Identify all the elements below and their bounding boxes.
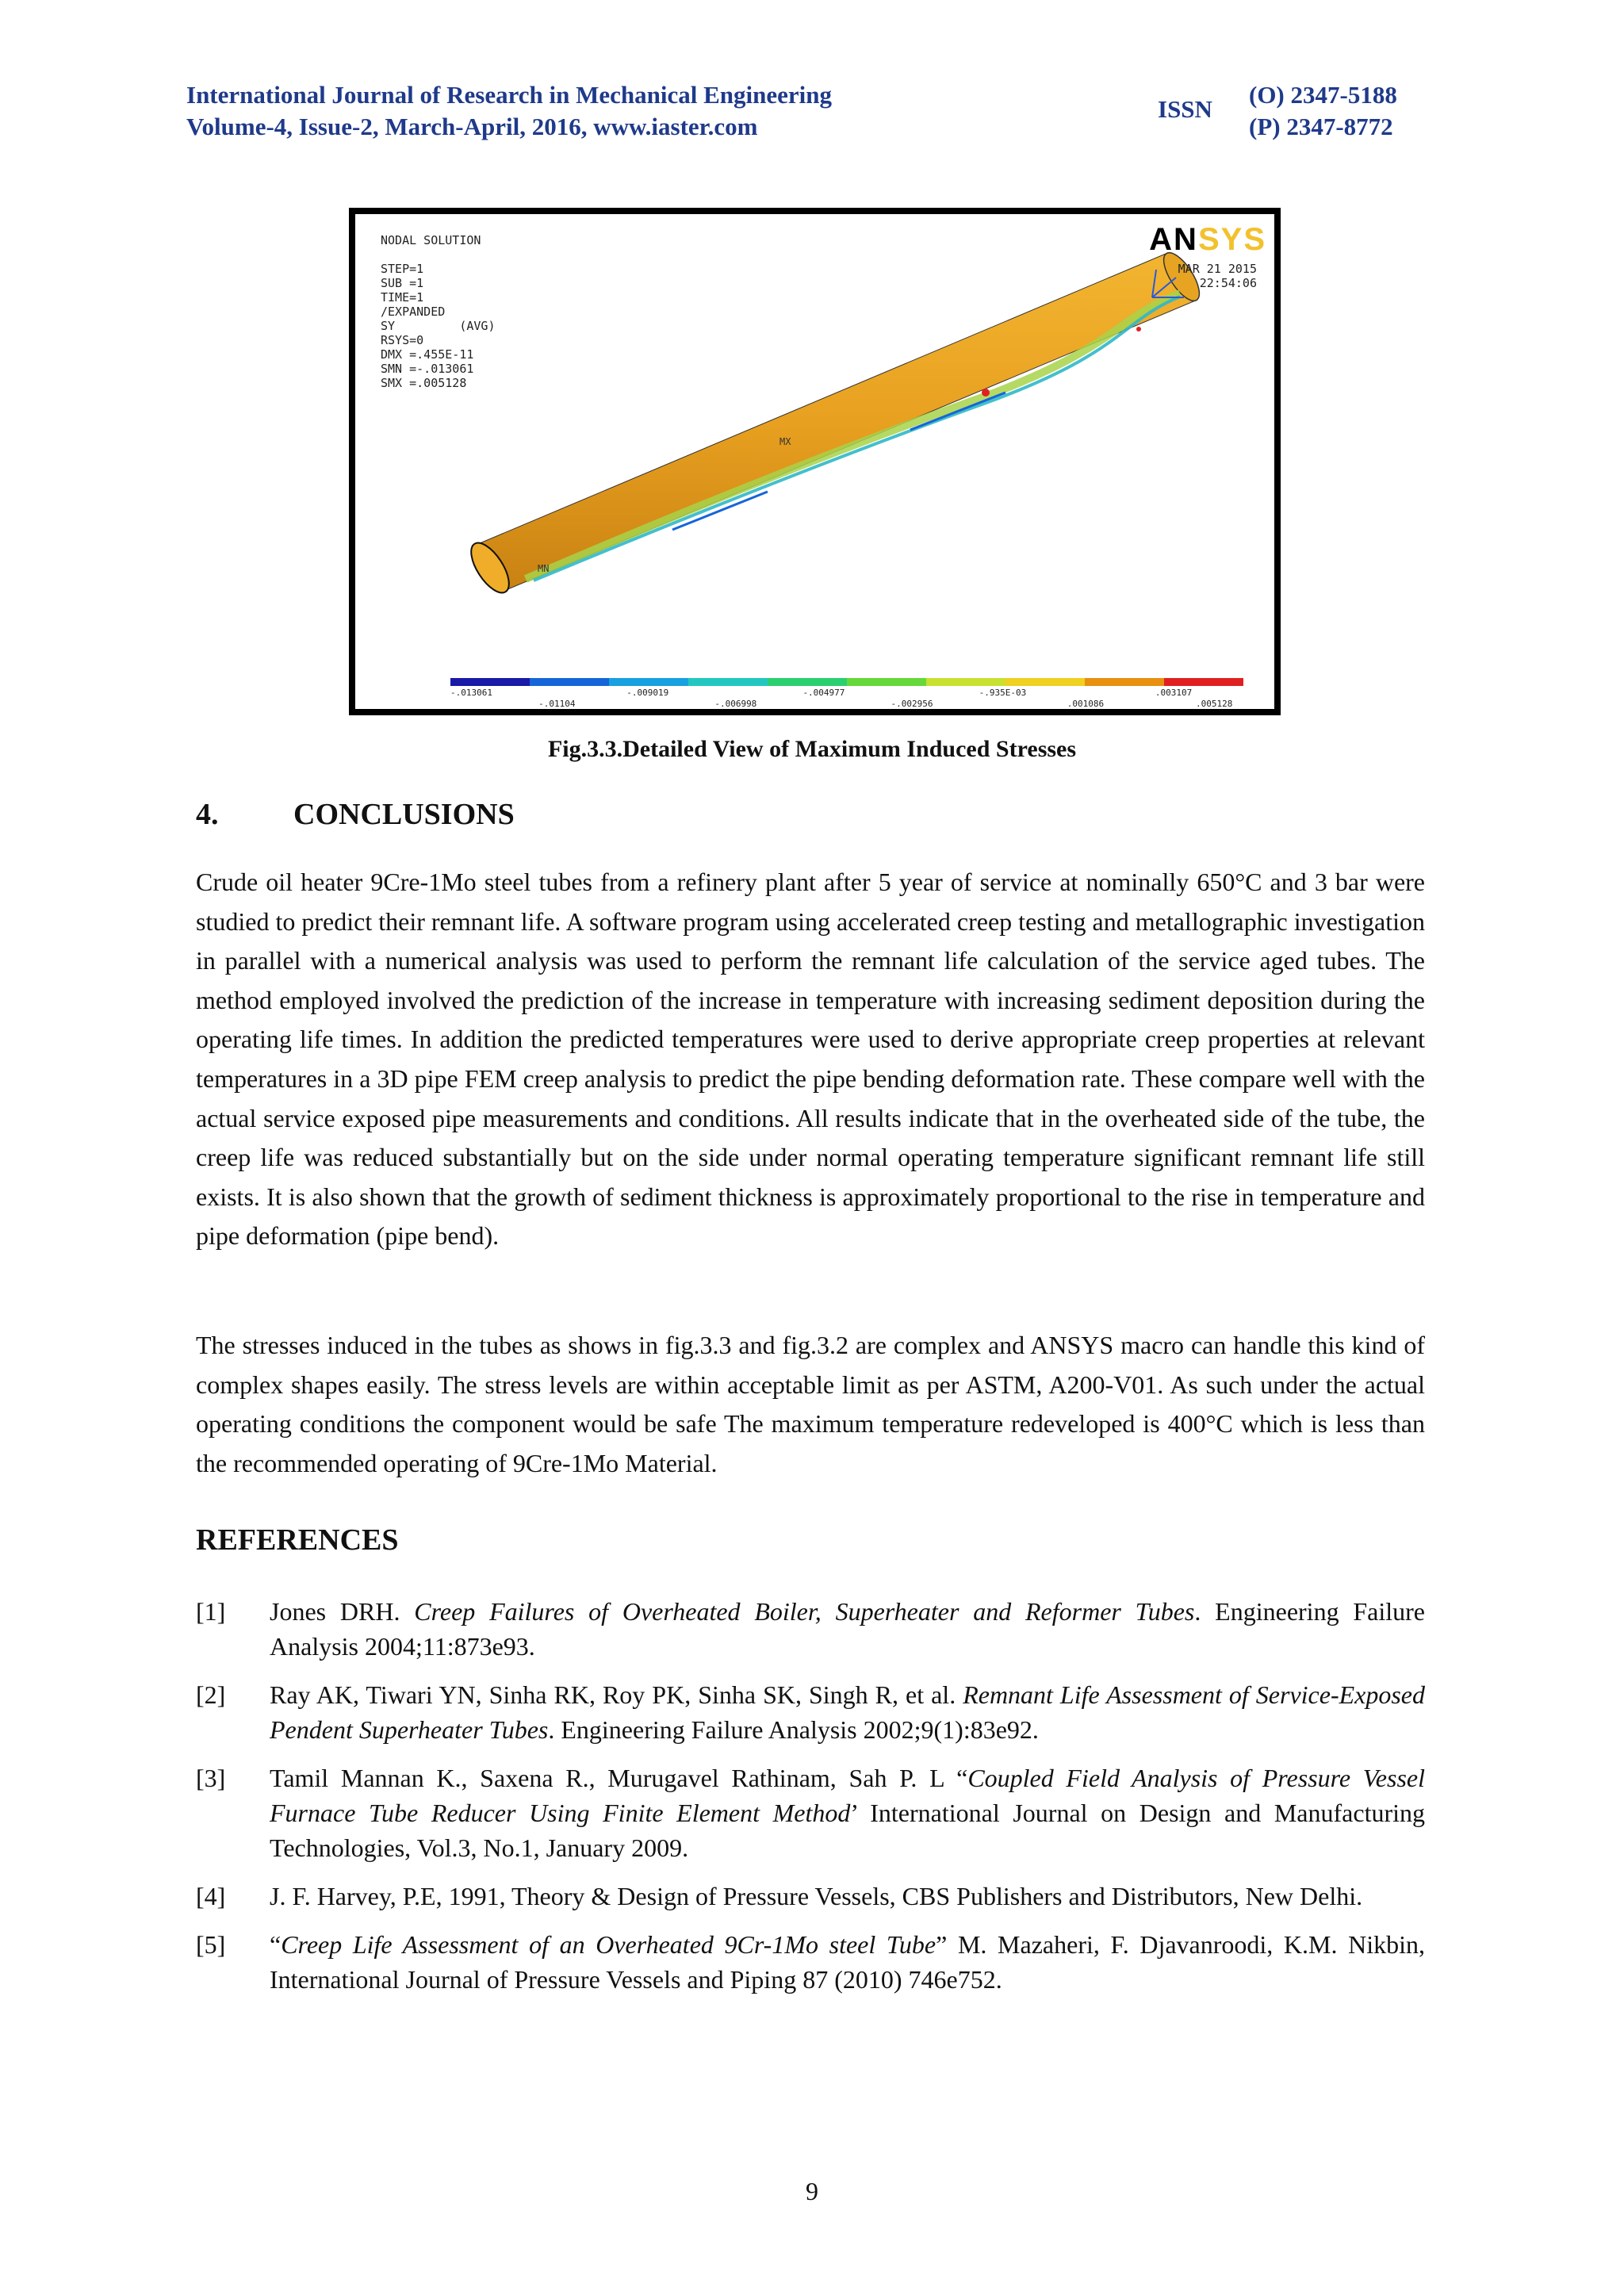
- legend-tick-label: -.009019: [626, 688, 669, 698]
- issn-numbers: [1249, 79, 1397, 143]
- legend-swatch: [926, 678, 1005, 686]
- conclusions-paragraph-2: The stresses induced in the tubes as shows in fig.3.3 and fig.3.2 are complex and ANSYS macro can handle this kind of complex shapes easily. The stress levels are within acceptable limit as per ASTM, A200-V01. As such under the actual operating conditions the component would be safe The maximum temperature redeveloped is 400°C which is less than the recommended operating of 9Cre-1Mo Material.: [196, 1331, 1425, 1477]
- legend-swatch: [609, 678, 688, 686]
- section-title: CONCLUSIONS: [293, 798, 515, 831]
- issn-label: ISSN: [1158, 95, 1212, 123]
- section-number: 4.: [196, 798, 219, 831]
- max-stress-spot-2: [1136, 327, 1141, 331]
- legend-swatch: [1085, 678, 1164, 686]
- reference-number: [1]: [196, 1597, 226, 1626]
- references-heading: REFERENCES: [196, 1523, 399, 1557]
- logo-an: AN: [1149, 222, 1198, 257]
- conclusions-paragraph-1: Crude oil heater 9Cre-1Mo steel tubes from a refinery plant after 5 year of service at nominally 650°C and 3 bar were studied to predict their remnant life. A software program using accelerated creep testing and metallographic investigation in parallel with a numerical analysis was used to perform the remnant life calculation of the service aged tubes. The method employed involved the prediction of the increase in temperature with increasing sediment deposition during the operating life times. In addition the predicted temperatures were used to derive appropriate creep properties at relevant temperatures in a 3D pipe FEM creep analysis to predict the pipe bending deformation rate. These compare well with the actual service exposed pipe measurements and conditions. All results indicate that in the overheated side of the tube, the creep life was reduced substantially but on the side under normal operating temperature significant remnant life still exists. It is also shown that the growth of sediment thickness is approximately proportional to the rise in temperature and pipe deformation (pipe bend).: [196, 868, 1425, 1251]
- reference-text: Tamil Mannan K., Saxena R., Murugavel Rathinam, Sah P. L “Coupled Field Analysis of Pressure Vessel Furnace Tube Reducer Using Finite Element Method’ International Journal on Design and Manufacturing Technologies, Vol.3, No.1, January 2009.: [270, 1764, 1426, 1862]
- legend-swatch: [1005, 678, 1085, 686]
- ansys-viewport: [355, 214, 1274, 709]
- legend-tick-label: -.002956: [891, 699, 933, 709]
- reference-number: [5]: [196, 1930, 226, 1959]
- journal-volume: Volume-4, Issue-2, March-April, 2016, www.iaster.com: [186, 113, 758, 140]
- issn-print: (P) 2347-8772: [1249, 113, 1393, 140]
- legend-tick-label: -.935E-03: [979, 688, 1027, 698]
- legend-swatch: [688, 678, 768, 686]
- legend-swatch: [1164, 678, 1243, 686]
- legend-swatch: [768, 678, 847, 686]
- reference-number: [4]: [196, 1882, 226, 1910]
- legend-tick-label: -.013061: [450, 688, 492, 698]
- contour-legend: [450, 678, 1243, 709]
- reference-item: [196, 1761, 1425, 1865]
- max-stress-spot: [982, 389, 990, 397]
- reference-title: Coupled Field Analysis of Pressure Vessel Furnace Tube Reducer Using Finite Element Method: [270, 1764, 1426, 1827]
- journal-info: [186, 79, 832, 143]
- tube-body: [474, 254, 1197, 590]
- legend-tick-label: .001086: [1067, 699, 1105, 709]
- reference-text: Jones DRH. Creep Failures of Overheated Boiler, Superheater and Reformer Tubes. Engineering Failure Analysis 2004;11:873e93.: [270, 1597, 1426, 1661]
- reference-title: Creep Failures of Overheated Boiler, Superheater and Reformer Tubes: [414, 1597, 1195, 1626]
- legend-swatch: [847, 678, 926, 686]
- max-marker: MX: [779, 436, 791, 447]
- reference-text: “Creep Life Assessment of an Overheated 9Cr-1Mo steel Tube” M. Mazaheri, F. Djavanroodi, K.M. Nikbin, International Journal of Pressure Vessels and Piping 87 (2010) 746e752.: [270, 1930, 1426, 1994]
- legend-tick-label: -.006998: [714, 699, 757, 709]
- reference-text: J. F. Harvey, P.E, 1991, Theory & Design of Pressure Vessels, CBS Publishers and Distributors, New Delhi.: [270, 1882, 1363, 1910]
- legend-colorbar: [450, 678, 1243, 686]
- legend-swatch: [450, 678, 530, 686]
- page-number: 9: [806, 2177, 818, 2205]
- journal-title: International Journal of Research in Mechanical Engineering: [186, 81, 833, 109]
- timestamp: MAR 21 2015 22:54:06: [1178, 262, 1257, 290]
- reference-title: Remnant Life Assessment of Service-Exposed Pendent Superheater Tubes: [270, 1680, 1426, 1744]
- solution-info: NODAL SOLUTION STEP=1 SUB =1 TIME=1 /EXPANDED SY (AVG) RSYS=0 DMX =.455E-11 SMN =-.013061 SMX =.005128: [381, 233, 496, 390]
- figure-caption: Fig.3.3.Detailed View of Maximum Induced Stresses: [547, 736, 1077, 762]
- reference-item: [196, 1927, 1425, 1997]
- reference-title: Creep Life Assessment of an Overheated 9Cr-1Mo steel Tube: [281, 1930, 936, 1959]
- legend-tick-label: -.004977: [802, 688, 845, 698]
- ansys-logo: [1149, 222, 1266, 258]
- reference-number: [3]: [196, 1764, 226, 1792]
- reference-item: [196, 1677, 1425, 1747]
- reference-item: [196, 1594, 1425, 1664]
- references-list: [196, 1594, 1425, 2010]
- reference-number: [2]: [196, 1680, 226, 1709]
- legend-tick-label: -.01104: [538, 699, 576, 709]
- section-heading: [196, 797, 515, 832]
- issn-online: (O) 2347-5188: [1249, 81, 1397, 109]
- legend-swatch: [530, 678, 609, 686]
- legend-tick-label: .003107: [1155, 688, 1193, 698]
- legend-tick-label: .005128: [1196, 699, 1233, 709]
- legend-ticks: [450, 688, 1243, 709]
- reference-text: Ray AK, Tiwari YN, Sinha RK, Roy PK, Sinha SK, Singh R, et al. Remnant Life Assessment of Service-Exposed Pendent Superheater Tubes. Engineering Failure Analysis 2002;9(1):83e92.: [270, 1680, 1426, 1744]
- ansys-figure: [349, 208, 1281, 715]
- min-marker: MN: [538, 563, 550, 574]
- page-header: [186, 79, 1423, 151]
- logo-sys: SYS: [1197, 222, 1266, 257]
- reference-item: [196, 1879, 1425, 1914]
